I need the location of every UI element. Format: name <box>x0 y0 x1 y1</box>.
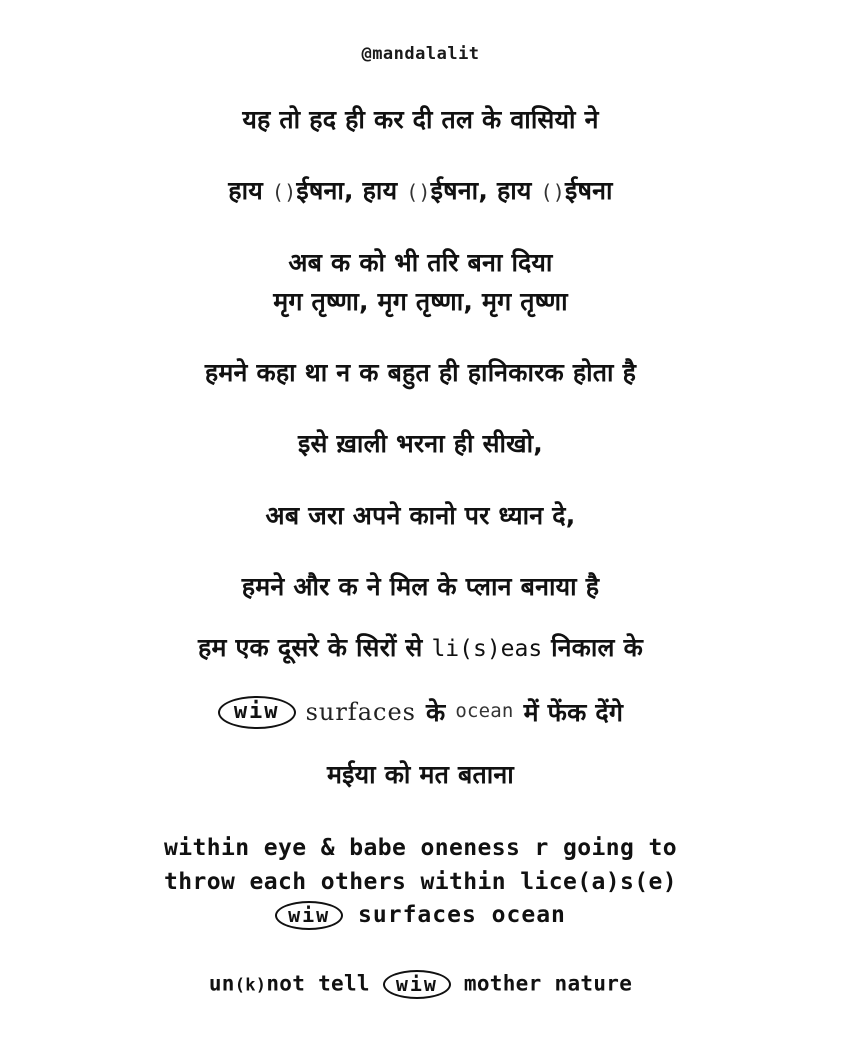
paren-mark-2: () <box>406 180 431 205</box>
poem-line-6: इसे ख़ाली भरना ही सीखो, <box>297 429 544 459</box>
mixed-line-1-before: हम एक दूसरे के सिरों से <box>197 633 423 662</box>
english-line-2: throw each others within lice(a)s(e) <box>164 868 677 895</box>
mixed-line-1-mono: li(s)eas <box>431 636 543 662</box>
mixed-line-2-after: में फेंक देंगे <box>523 697 624 727</box>
english-translation-block <box>0 832 841 932</box>
mixed-line-2-middle: के <box>425 697 446 727</box>
poem-closing-devanagari: मईया को मत बताना <box>327 759 514 789</box>
poem-mixed-line-1 <box>0 632 841 664</box>
poem-line-2 <box>0 175 841 206</box>
poem-page <box>0 44 841 1062</box>
poem-line-2-seg-2: ईषना, हाय <box>296 176 407 206</box>
mixed-line-2-ocean: ocean <box>455 700 514 723</box>
paren-mark-3: () <box>540 180 565 205</box>
poem-mixed-line-2 <box>0 694 841 729</box>
poem-line-1: यह तो हद ही कर दी तल के वासियो ने <box>242 105 599 134</box>
final-line <box>0 970 841 999</box>
paren-mark-1: () <box>271 180 297 205</box>
poem-line-2-seg-4: ईषना <box>565 176 613 206</box>
mixed-line-1-after: निकाल के <box>551 633 644 662</box>
wiw-circled-badge-1: wiw <box>218 696 296 729</box>
poem-line-2-seg-1: हाय <box>228 176 272 206</box>
final-nk: (k) <box>234 975 267 996</box>
poem-line-3: अब क को भी तरि बना दिया <box>288 247 553 277</box>
poem-line-2-seg-3: ईषना, हाय <box>430 176 541 206</box>
devanagari-poem <box>0 104 841 790</box>
final-prefix: un <box>208 971 235 996</box>
poem-line-5: हमने कहा था न क बहुत ही हानिकारक होता है <box>204 358 637 387</box>
mixed-line-2-serif: surfaces <box>305 698 416 727</box>
wiw-circled-badge-3: wiw <box>383 970 451 999</box>
wiw-circled-badge-2: wiw <box>275 901 343 930</box>
author-handle: @mandalalit <box>361 44 480 64</box>
poem-line-7: अब जरा अपने कानो पर ध्यान दे, <box>265 500 576 530</box>
final-mid: not tell <box>266 971 370 996</box>
final-suffix: mother nature <box>463 971 633 996</box>
poem-line-8: हमने और क ने मिल के प्लान बनाया है <box>241 571 600 601</box>
english-line-3 <box>0 899 841 932</box>
english-line-1: within eye & babe oneness r going to <box>164 835 677 862</box>
poem-line-4: मृग तृष्णा, मृग तृष्णा, मृग तृष्णा <box>273 286 568 316</box>
english-line-3-rest: surfaces ocean <box>358 901 566 928</box>
